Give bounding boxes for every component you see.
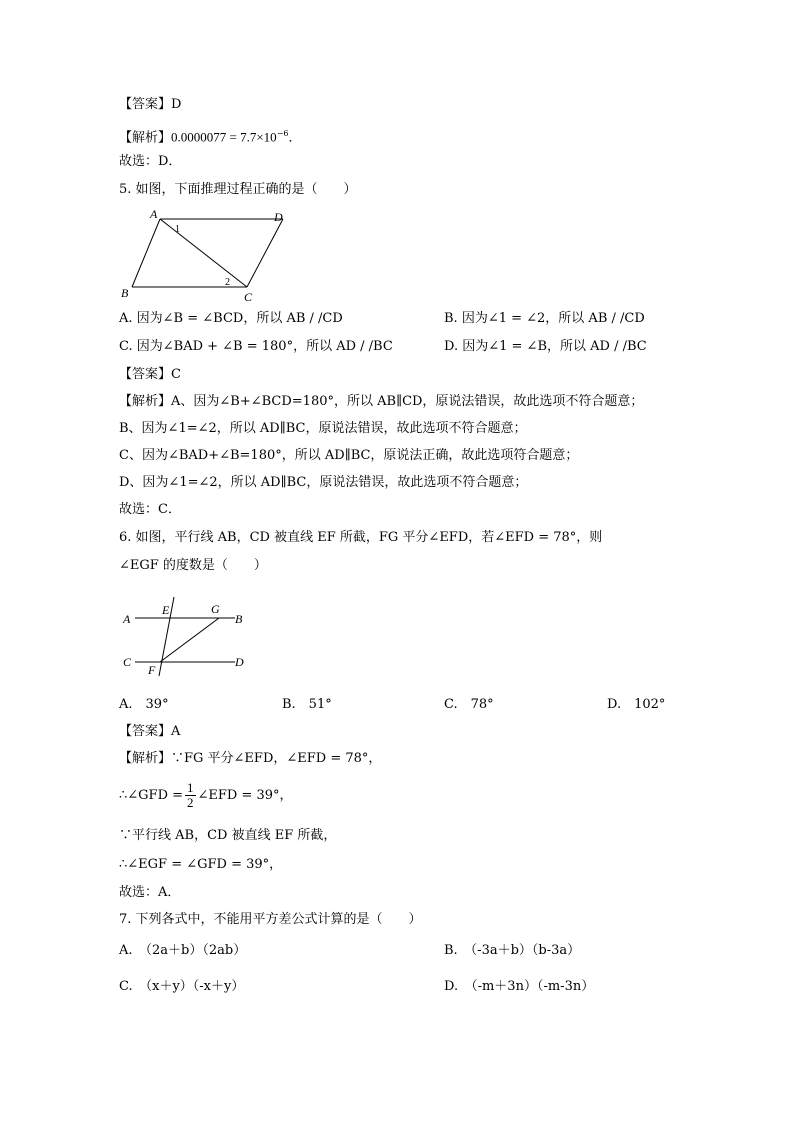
q5-option-c: C. 因为∠BAD + ∠B = 180°，所以 AD / /BC <box>119 339 393 354</box>
q6-analysis-line-2 <box>119 780 293 812</box>
q5-label-C: C <box>244 290 253 304</box>
q5-conclusion: 故选：C． <box>119 502 181 517</box>
q5-answer: 【答案】C <box>119 367 181 382</box>
q7-option-a: A. （2a＋b）（2ab） <box>119 943 247 958</box>
q6-option-d: D. 102° <box>607 697 666 712</box>
q7-option-c: C. （x＋y）（-x＋y） <box>119 979 245 994</box>
q5-analysis-line-1: 【解析】A、因为∠B+∠BCD=180°，所以 AB∥CD，原说法错误，故此选项不符合题意； <box>119 394 644 409</box>
q6-parallel-lines-figure <box>118 592 253 680</box>
q6-option-a: A. 39° <box>119 697 169 712</box>
q5-analysis-line-4: D、因为∠1=∠2，所以 AD∥BC，原说法错误，故此选项不符合题意； <box>119 475 528 490</box>
q5-label-B: B <box>121 286 129 300</box>
q6-fraction-denominator: 2 <box>187 795 194 810</box>
q5-label-A: A <box>150 207 158 221</box>
q6-analysis-line-2-post: ∠EFD = 39°， <box>197 788 293 803</box>
q6-stem-line-2: ∠EGF 的度数是（ ） <box>119 558 267 573</box>
q4-analysis <box>119 125 302 147</box>
q5-stem: 5. 如图，下面推理过程正确的是（ ） <box>119 182 357 197</box>
q7-option-b: B. （-3a＋b）（b-3a） <box>444 943 581 958</box>
q6-stem-line-1: 6. 如图，平行线 AB，CD 被直线 EF 所截，FG 平分∠EFD，若∠EFD = 78°，则 <box>119 530 603 545</box>
q4-analysis-end: ． <box>288 130 302 146</box>
q5-option-d: D. 因为∠1 = ∠B，所以 AD / /BC <box>444 339 647 354</box>
q4-answer: 【答案】D <box>119 97 182 112</box>
q6-option-c: C. 78° <box>444 697 494 712</box>
q6-analysis-line-1: 【解析】∵FG 平分∠EFD，∠EFD = 78°， <box>119 751 382 766</box>
q4-analysis-label: 【解析】 <box>119 130 172 146</box>
q7-stem: 7. 下列各式中，不能用平方差公式计算的是（ ） <box>119 912 422 927</box>
q5-option-a: A. 因为∠B = ∠BCD，所以 AB / /CD <box>119 311 343 326</box>
q5-angle-2: 2 <box>225 277 230 288</box>
q5-option-b: B. 因为∠1 = ∠2，所以 AB / /CD <box>444 311 645 326</box>
q7-option-d: D. （-m＋3n）（-m-3n） <box>444 979 595 994</box>
q6-label-A: A <box>123 612 131 626</box>
q5-label-D: D <box>274 210 283 224</box>
q5-parallelogram-figure <box>118 205 293 305</box>
q6-label-C: C <box>123 655 132 669</box>
q6-analysis-line-3: ∵平行线 AB，CD 被直线 EF 所截， <box>119 828 337 843</box>
q4-analysis-expr: 0.0000077 = 7.7×10 <box>171 129 277 145</box>
q6-label-D: D <box>235 655 244 669</box>
q6-analysis-line-4: ∴∠EGF = ∠GFD = 39°， <box>119 857 283 872</box>
q6-analysis-line-2-pre: ∴∠GFD = <box>119 788 184 803</box>
q6-label-B: B <box>235 612 243 626</box>
q4-analysis-exponent: −6 <box>276 129 289 138</box>
q6-fraction-half <box>185 781 196 810</box>
q5-angle-1: 1 <box>175 224 180 235</box>
q6-fraction-numerator: 1 <box>187 780 194 795</box>
q6-label-F: F <box>148 663 156 677</box>
q6-answer: 【答案】A <box>119 724 181 739</box>
q6-label-G: G <box>211 602 220 616</box>
q6-label-E: E <box>162 603 170 617</box>
q4-conclusion: 故选：D． <box>119 154 182 169</box>
q6-conclusion: 故选：A． <box>119 885 181 900</box>
q5-analysis-line-2: B、因为∠1=∠2，所以 AD∥BC，原说法错误，故此选项不符合题意； <box>119 421 527 436</box>
q5-analysis-line-3: C、因为∠BAD+∠B=180°，所以 AD∥BC，原说法正确，故此选项符合题意； <box>119 448 579 463</box>
q6-option-b: B. 51° <box>282 697 332 712</box>
